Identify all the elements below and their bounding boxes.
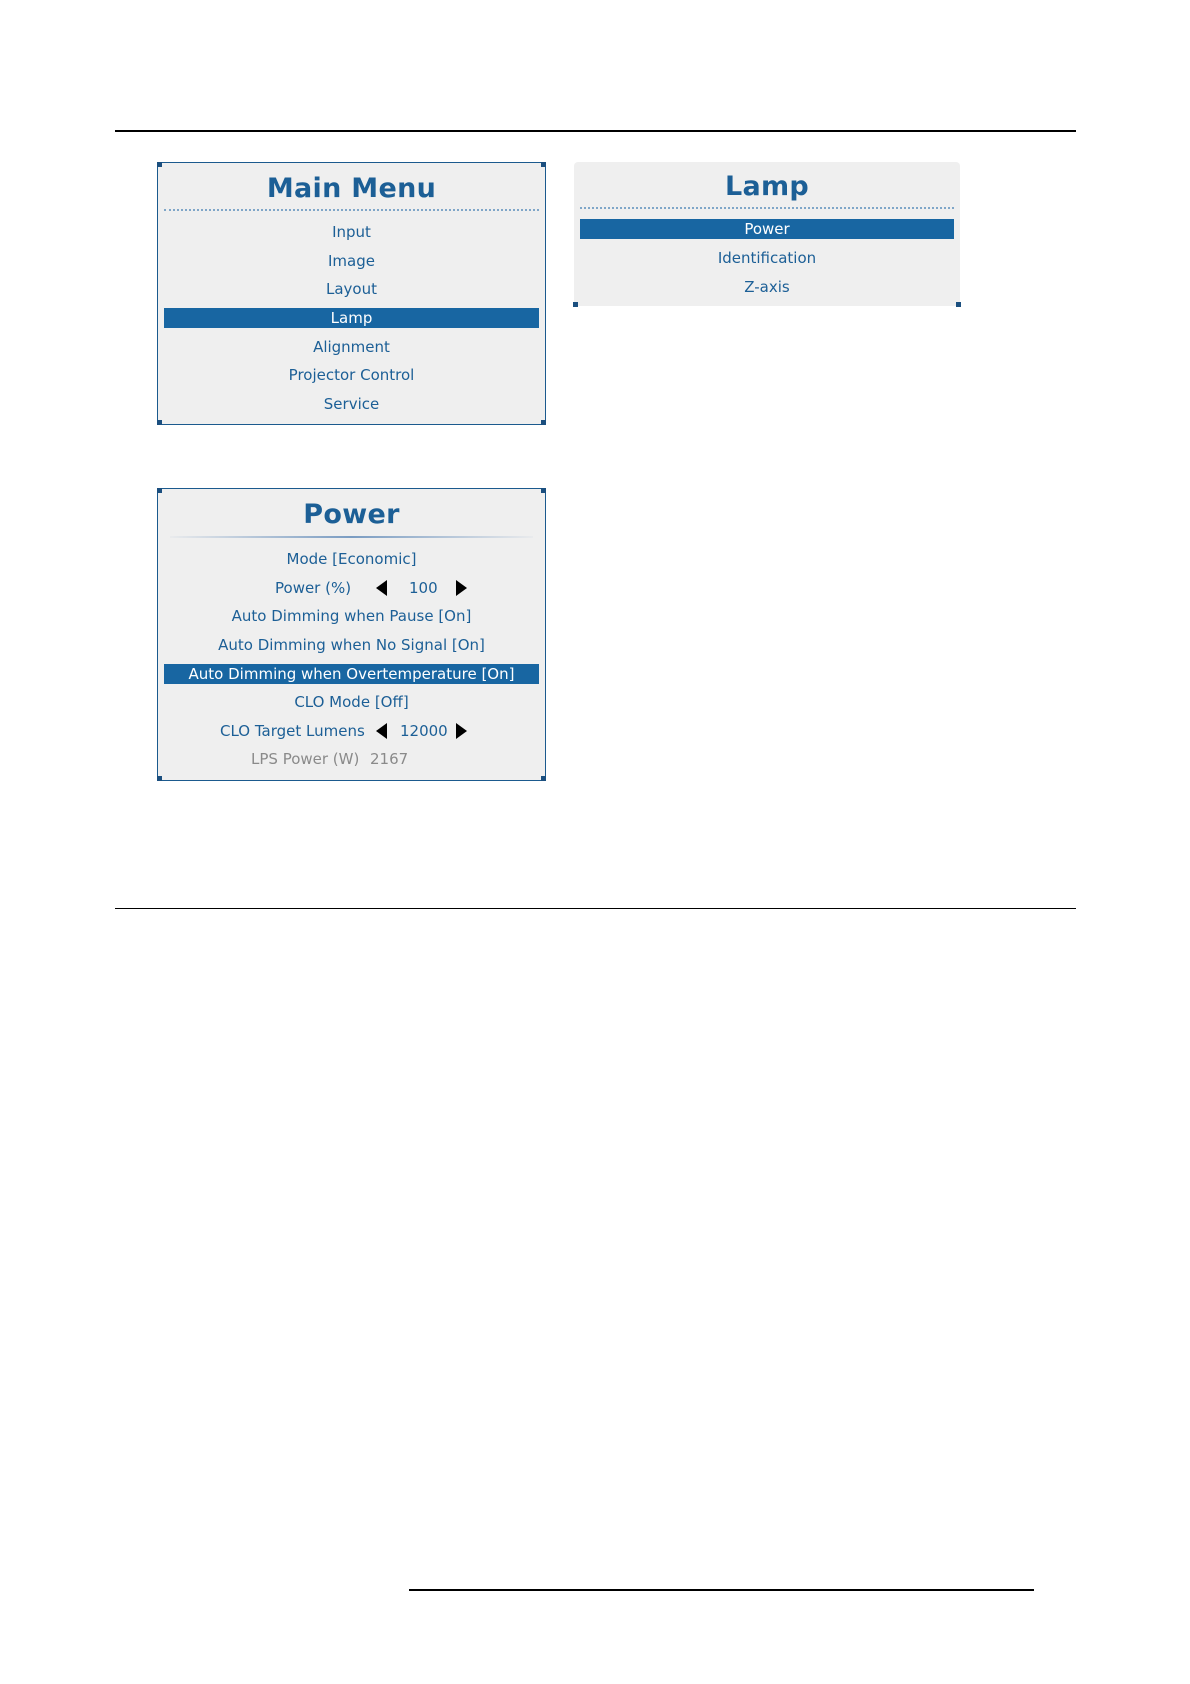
title-divider: [580, 207, 954, 209]
title-divider: [170, 536, 533, 538]
clo-target-lumens-item[interactable]: [164, 721, 539, 741]
menu-item-projector-control[interactable]: Projector Control: [288, 366, 415, 384]
menu-item-layout[interactable]: Layout: [326, 280, 377, 298]
menu-item-image[interactable]: Image: [328, 252, 375, 270]
power-menu-title: Power: [303, 499, 400, 530]
auto-dimming-no-signal-item[interactable]: Auto Dimming when No Signal [On]: [218, 636, 485, 654]
power-percent-value: 100: [409, 579, 438, 597]
menu-item-lamp[interactable]: Lamp: [164, 308, 539, 328]
menu-item-power[interactable]: Power: [580, 219, 954, 239]
lps-power-label: LPS Power (W): [251, 750, 360, 768]
power-menu-panel: [157, 488, 546, 781]
increase-arrow-icon[interactable]: [456, 723, 467, 739]
top-rule: [115, 130, 1076, 132]
main-menu-title: Main Menu: [266, 173, 437, 204]
lamp-menu-title: Lamp: [724, 171, 810, 202]
clo-mode-item[interactable]: CLO Mode [Off]: [294, 693, 409, 711]
menu-item-input[interactable]: Input: [332, 223, 371, 241]
clo-target-lumens-value: 12000: [400, 722, 448, 740]
clo-target-lumens-label: CLO Target Lumens: [220, 722, 365, 740]
decrease-arrow-icon[interactable]: [376, 580, 387, 596]
auto-dimming-pause-item[interactable]: Auto Dimming when Pause [On]: [231, 607, 472, 625]
menu-item-service[interactable]: Service: [323, 395, 380, 413]
title-divider: [164, 209, 539, 211]
power-percent-label: Power (%): [275, 579, 352, 597]
mode-item[interactable]: Mode [Economic]: [286, 550, 417, 568]
middle-rule: [115, 908, 1076, 909]
lps-power-value: 2167: [370, 750, 409, 768]
power-percent-item[interactable]: [164, 578, 539, 598]
increase-arrow-icon[interactable]: [456, 580, 467, 596]
auto-dimming-overtemperature-item[interactable]: Auto Dimming when Overtemperature [On]: [164, 664, 539, 684]
main-menu-panel: [157, 162, 546, 425]
menu-item-z-axis[interactable]: Z-axis: [744, 278, 790, 296]
lps-power-item: [164, 749, 539, 769]
menu-item-identification[interactable]: Identification: [717, 249, 817, 267]
lamp-menu-panel: [574, 162, 960, 306]
decrease-arrow-icon[interactable]: [376, 723, 387, 739]
bottom-rule: [409, 1589, 1034, 1591]
menu-item-alignment[interactable]: Alignment: [313, 338, 390, 356]
